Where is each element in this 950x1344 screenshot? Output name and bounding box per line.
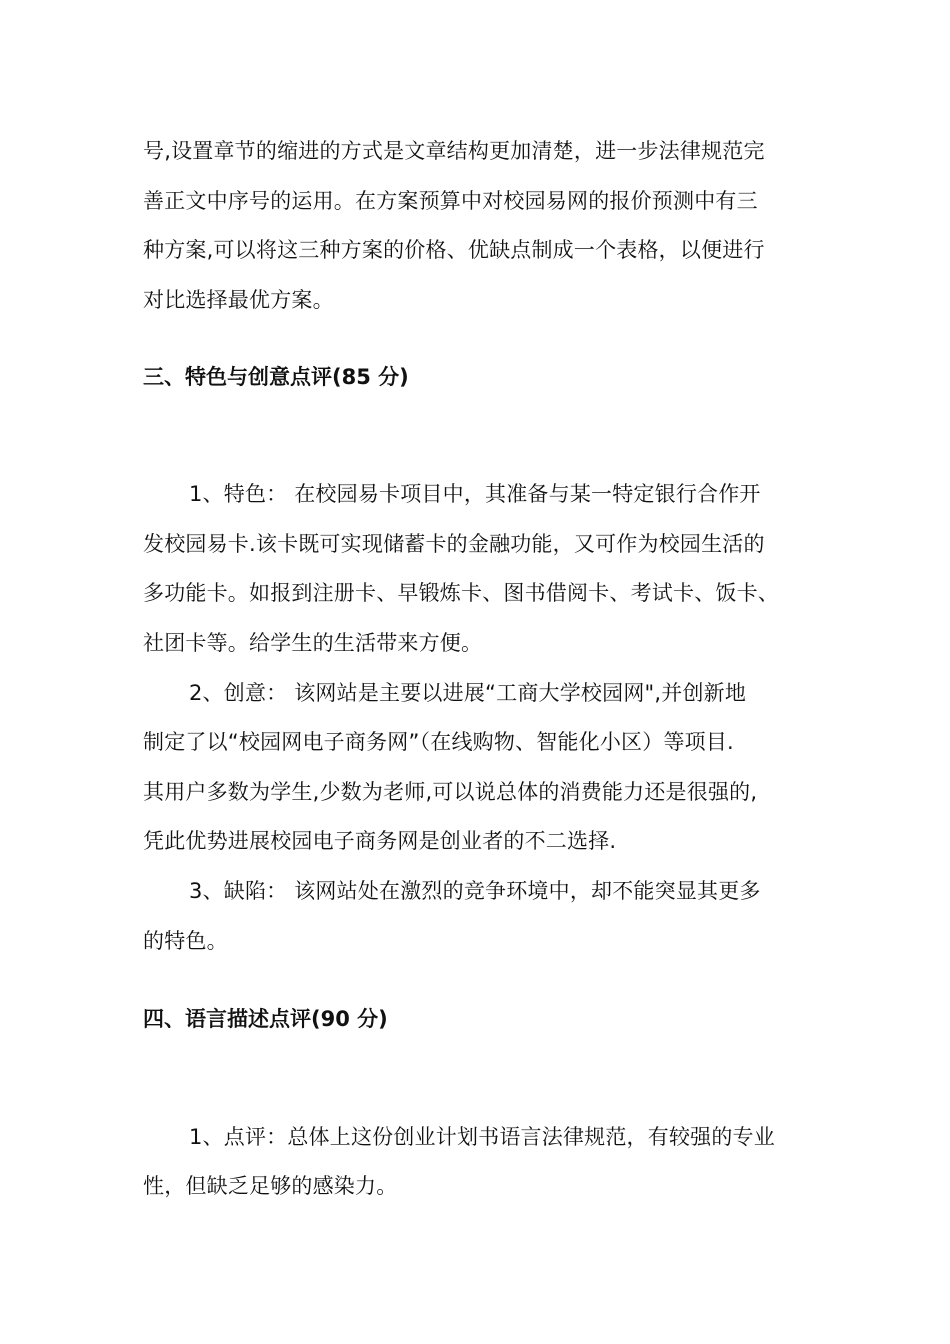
text-line: 其用户多数为学生,少数为老师,可以说总体的消费能力还是很强的, bbox=[143, 780, 758, 804]
section-heading-3: 三、特色与创意点评(85 分) bbox=[143, 365, 409, 389]
text-line: 的特色。 bbox=[143, 929, 228, 953]
text-line: 性，但缺乏足够的感染力。 bbox=[143, 1174, 398, 1198]
text-line: 善正文中序号的运用。在方案预算中对校园易网的报价预测中有三 bbox=[143, 189, 758, 213]
text-line: 发校园易卡.该卡既可实现储蓄卡的金融功能，又可作为校园生活的 bbox=[143, 532, 765, 556]
text-line: 社团卡等。给学生的生活带来方便。 bbox=[143, 631, 483, 655]
text-line: 3、缺陷： 该网站处在激烈的竞争环境中，却不能突显其更多 bbox=[189, 879, 761, 903]
text-line: 对比选择最优方案。 bbox=[143, 288, 334, 312]
text-line: 凭此优势进展校园电子商务网是创业者的不二选择. bbox=[143, 829, 617, 853]
text-line: 1、特色： 在校园易卡项目中，其准备与某一特定银行合作开 bbox=[189, 482, 761, 506]
text-line: 制定了以“校园网电子商务网”（在线购物、智能化小区）等项目. bbox=[143, 730, 734, 754]
text-line: 号,设置章节的缩进的方式是文章结构更加清楚，进一步法律规范完 bbox=[143, 139, 765, 163]
text-line: 1、点评：总体上这份创业计划书语言法律规范，有较强的专业 bbox=[189, 1125, 775, 1149]
text-line: 种方案,可以将这三种方案的价格、优缺点制成一个表格，以便进行 bbox=[143, 238, 765, 262]
text-line: 多功能卡。如报到注册卡、早锻炼卡、图书借阅卡、考试卡、饭卡、 bbox=[143, 581, 779, 605]
section-heading-4: 四、语言描述点评(90 分) bbox=[143, 1007, 388, 1031]
text-line: 2、创意： 该网站是主要以进展“工商大学校园网",并创新地 bbox=[189, 681, 747, 705]
